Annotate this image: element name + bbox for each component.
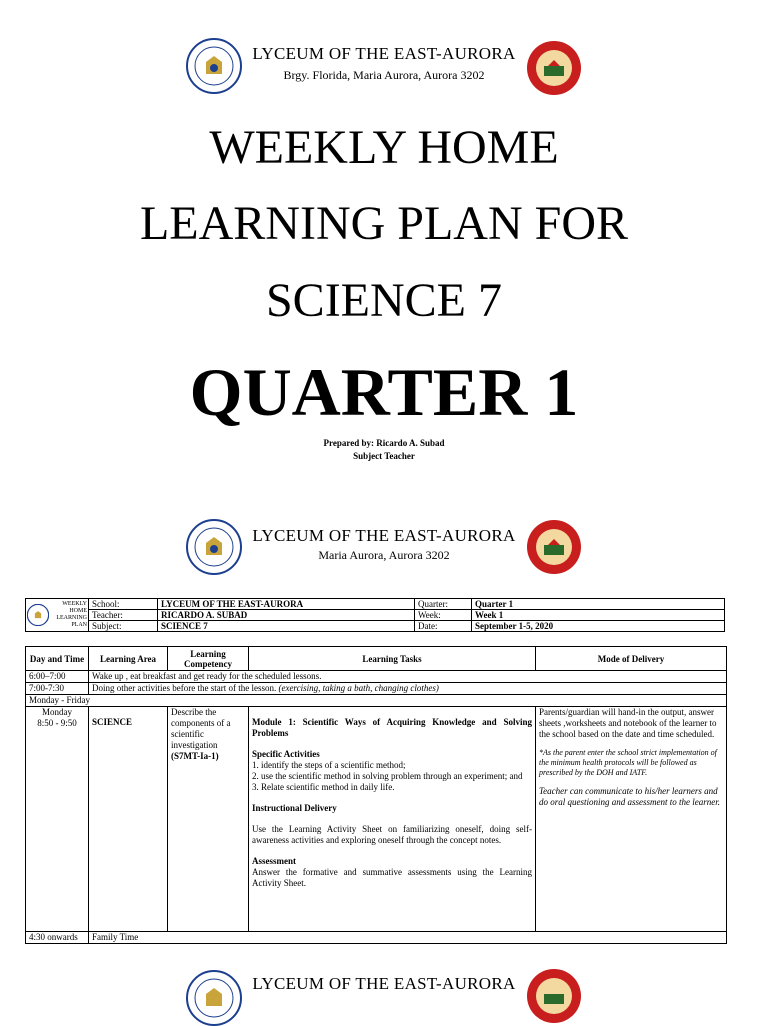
date-label: Date: <box>415 621 472 632</box>
quarter-heading: QUARTER 1 <box>189 354 579 430</box>
school-seal-icon <box>526 968 582 1024</box>
logo-caption: LEARNING <box>56 615 87 621</box>
info-table <box>25 598 725 632</box>
day-time-cell <box>26 707 89 932</box>
header-learning-competency: Learning Competency <box>168 647 249 671</box>
delivery-text: Parents/guardian will hand-in the output, answer sheets ,worksheets and notebook of the learner to the school based on the date and time scheduled. <box>539 707 717 739</box>
delivery-communication: Teacher can communicate to his/her learners and do oral questioning and assessment to the learner. <box>539 786 720 807</box>
row-time: 4:30 onwards <box>26 932 89 944</box>
learning-tasks-cell <box>249 707 536 932</box>
logo-caption: HOME <box>69 608 87 614</box>
delivery-note: *As the parent enter the school strict implementation of the minimum health protocols will be followed as prescribed by the DOH and IATF. <box>539 748 717 777</box>
deped-seal-icon <box>27 604 49 626</box>
row-activity: Wake up , eat breakfast and get ready for the scheduled lessons. <box>89 671 727 683</box>
teacher-label: Teacher: <box>89 610 158 621</box>
instructional-delivery-title: Instructional Delivery <box>252 803 337 813</box>
date-value: September 1-5, 2020 <box>472 621 725 632</box>
header-day-time: Day and Time <box>26 647 89 671</box>
row-activity-text: Doing other activities before the start of the lesson. <box>92 683 277 693</box>
week-label: Week: <box>415 610 472 621</box>
row-time: 7:00-7:30 <box>26 683 89 695</box>
school-value: LYCEUM OF THE EAST-AURORA <box>158 599 415 610</box>
learning-area-cell: SCIENCE <box>89 707 168 932</box>
logo-caption: PLAN <box>71 622 87 628</box>
quarter-value: Quarter 1 <box>472 599 725 610</box>
row-time: 6:00–7:00 <box>26 671 89 683</box>
assessment-title: Assessment <box>252 856 296 866</box>
quarter-label: Quarter: <box>415 599 472 610</box>
row-activity: Family Time <box>89 932 727 944</box>
header-mode-of-delivery: Mode of Delivery <box>536 647 727 671</box>
row-activity-italic: (exercising, taking a bath, changing clothes) <box>278 683 439 693</box>
competency-cell <box>168 707 249 932</box>
school-name: LYCEUM OF THE EAST-AURORA <box>252 526 516 545</box>
school-address: Brgy. Florida, Maria Aurora, Aurora 3202 <box>283 68 485 82</box>
module-title: Module 1: Scientific Ways of Acquiring Knowledge and Solving Problems <box>252 717 532 738</box>
competency-text: Describe the components of a scientific investigation <box>171 707 231 750</box>
title-line-2: LEARNING PLAN FOR <box>139 197 628 250</box>
competency-code: (S7MT-Ia-1) <box>171 751 219 761</box>
specific-activities-title: Specific Activities <box>252 749 320 759</box>
row-activity <box>89 683 727 695</box>
school-address: Maria Aurora, Aurora 3202 <box>318 548 450 562</box>
instructional-delivery-text: Use the Learning Activity Sheet on familiarizing oneself, doing self-awareness activities and exploring oneself through the concept notes. <box>252 824 532 845</box>
activity-item: 3. Relate scientific method in daily life. <box>252 782 395 792</box>
logo-caption: WEEKLY <box>62 601 87 607</box>
school-label: School: <box>89 599 158 610</box>
teacher-value: RICARDO A. SUBAD <box>158 610 415 621</box>
school-name: LYCEUM OF THE EAST-AURORA <box>252 974 516 993</box>
subject-value: SCIENCE 7 <box>158 621 415 632</box>
delivery-cell <box>536 707 727 932</box>
subject-label: Subject: <box>89 621 158 632</box>
info-logo-cell <box>26 599 89 632</box>
title-line-1: WEEKLY HOME <box>209 121 559 174</box>
time-label: 8:50 - 9:50 <box>37 718 77 728</box>
prepared-by: Prepared by: Ricardo A. Subad <box>323 438 445 448</box>
activity-item: 2. use the scientific method in solving problem through an experiment; and <box>252 771 523 781</box>
activity-item: 1. identify the steps of a scientific method; <box>252 760 406 770</box>
days-range: Monday - Friday <box>26 695 727 707</box>
learning-plan-table <box>25 646 727 944</box>
week-value: Week 1 <box>472 610 725 621</box>
header-learning-area: Learning Area <box>89 647 168 671</box>
day-label: Monday <box>42 707 72 717</box>
school-seal-icon <box>526 40 582 96</box>
title-line-3: SCIENCE 7 <box>265 274 502 327</box>
school-seal-icon <box>526 519 582 575</box>
assessment-text: Answer the formative and summative assessments using the Learning Activity Sheet. <box>252 867 532 888</box>
school-name: LYCEUM OF THE EAST-AURORA <box>252 44 516 63</box>
prepared-role: Subject Teacher <box>353 451 415 461</box>
header-learning-tasks: Learning Tasks <box>249 647 536 671</box>
